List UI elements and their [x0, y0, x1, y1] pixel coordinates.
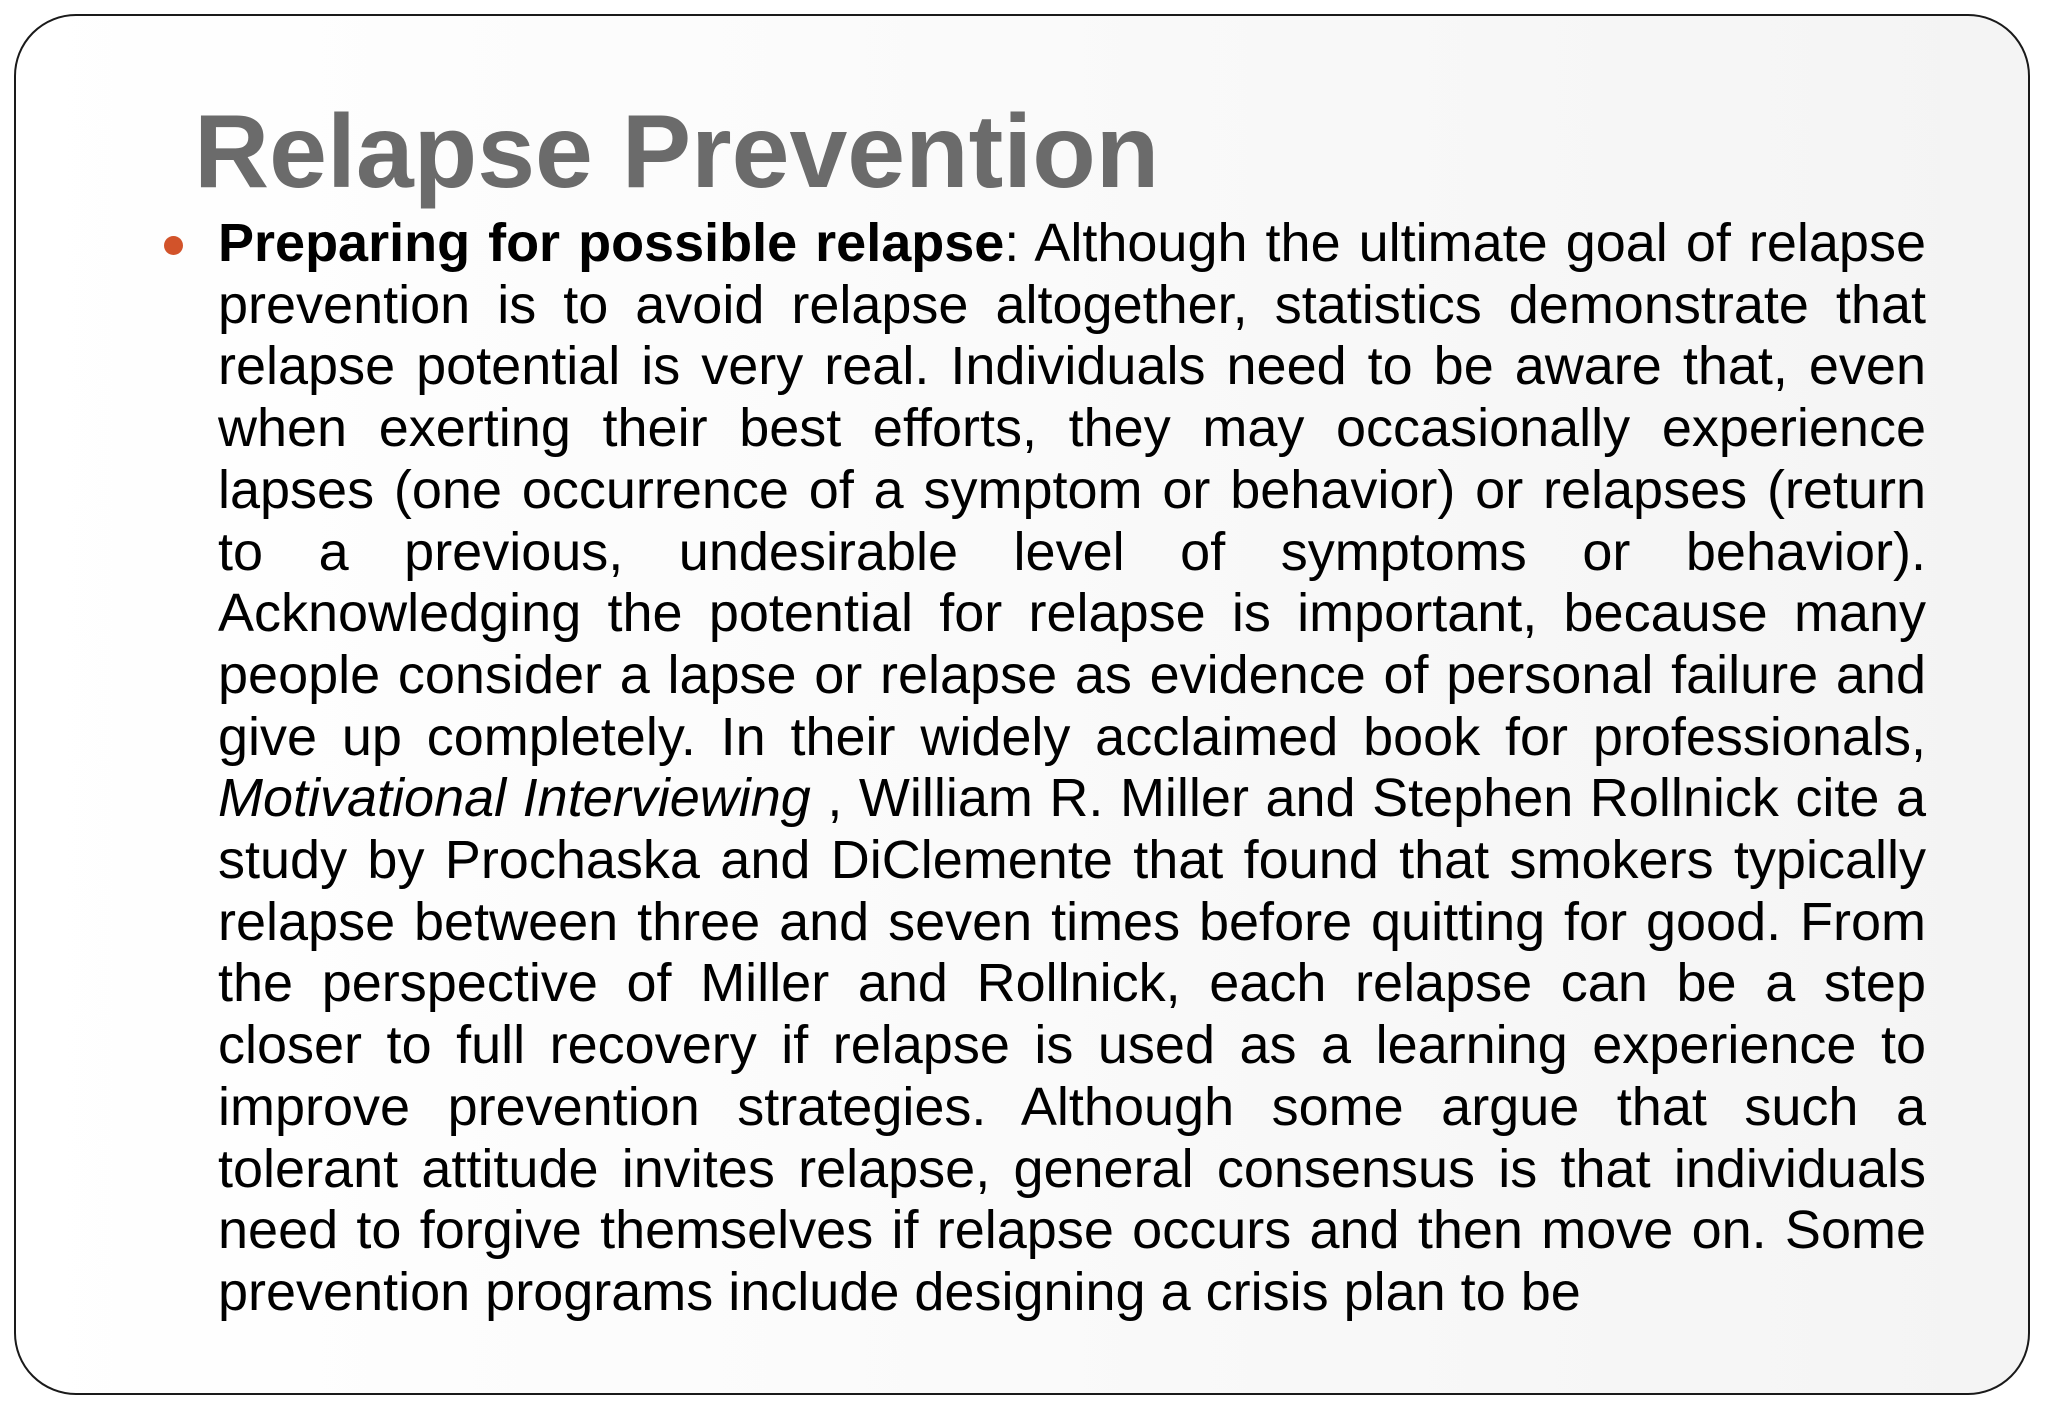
bullet-dot-icon	[164, 236, 183, 255]
slide-title: Relapse Prevention	[194, 94, 1160, 210]
bullet-text-part1: : Although the ultimate goal of relapse prevention is to avoid relapse altogether, statistics demonstrate that relapse potential is very real. Individuals need to be aware that, even when exerting their best efforts, they may occasionally experience lapses (one occurrence of a symptom or behavior) or relapses (return to a previous, undesirable level of symptoms or behavior). Acknowledging the potential for relapse is important, because many people consider a lapse or relapse as evidence of personal failure and give up completely. In their widely acclaimed book for professionals,	[218, 213, 1926, 767]
book-title: Motivational Interviewing	[218, 768, 811, 829]
bullet-lead-text: Preparing for possible relapse	[218, 213, 1005, 273]
bullet-text-part2: , William R. Miller and Stephen Rollnick cite a study by Prochaska and DiClemente that found that smokers typically relapse between three and seven times before quitting for good. From the perspective of Miller and Rollnick, each relapse can be a step closer to full recovery if relapse is used as a learning experience to improve prevention strategies. Although some argue that such a tolerant attitude invites relapse, general consensus is that individuals need to forgive themselves if relapse occurs and then move on. Some prevention programs include designing a crisis plan to be	[218, 768, 1926, 1322]
bullet-paragraph	[218, 213, 1926, 1324]
